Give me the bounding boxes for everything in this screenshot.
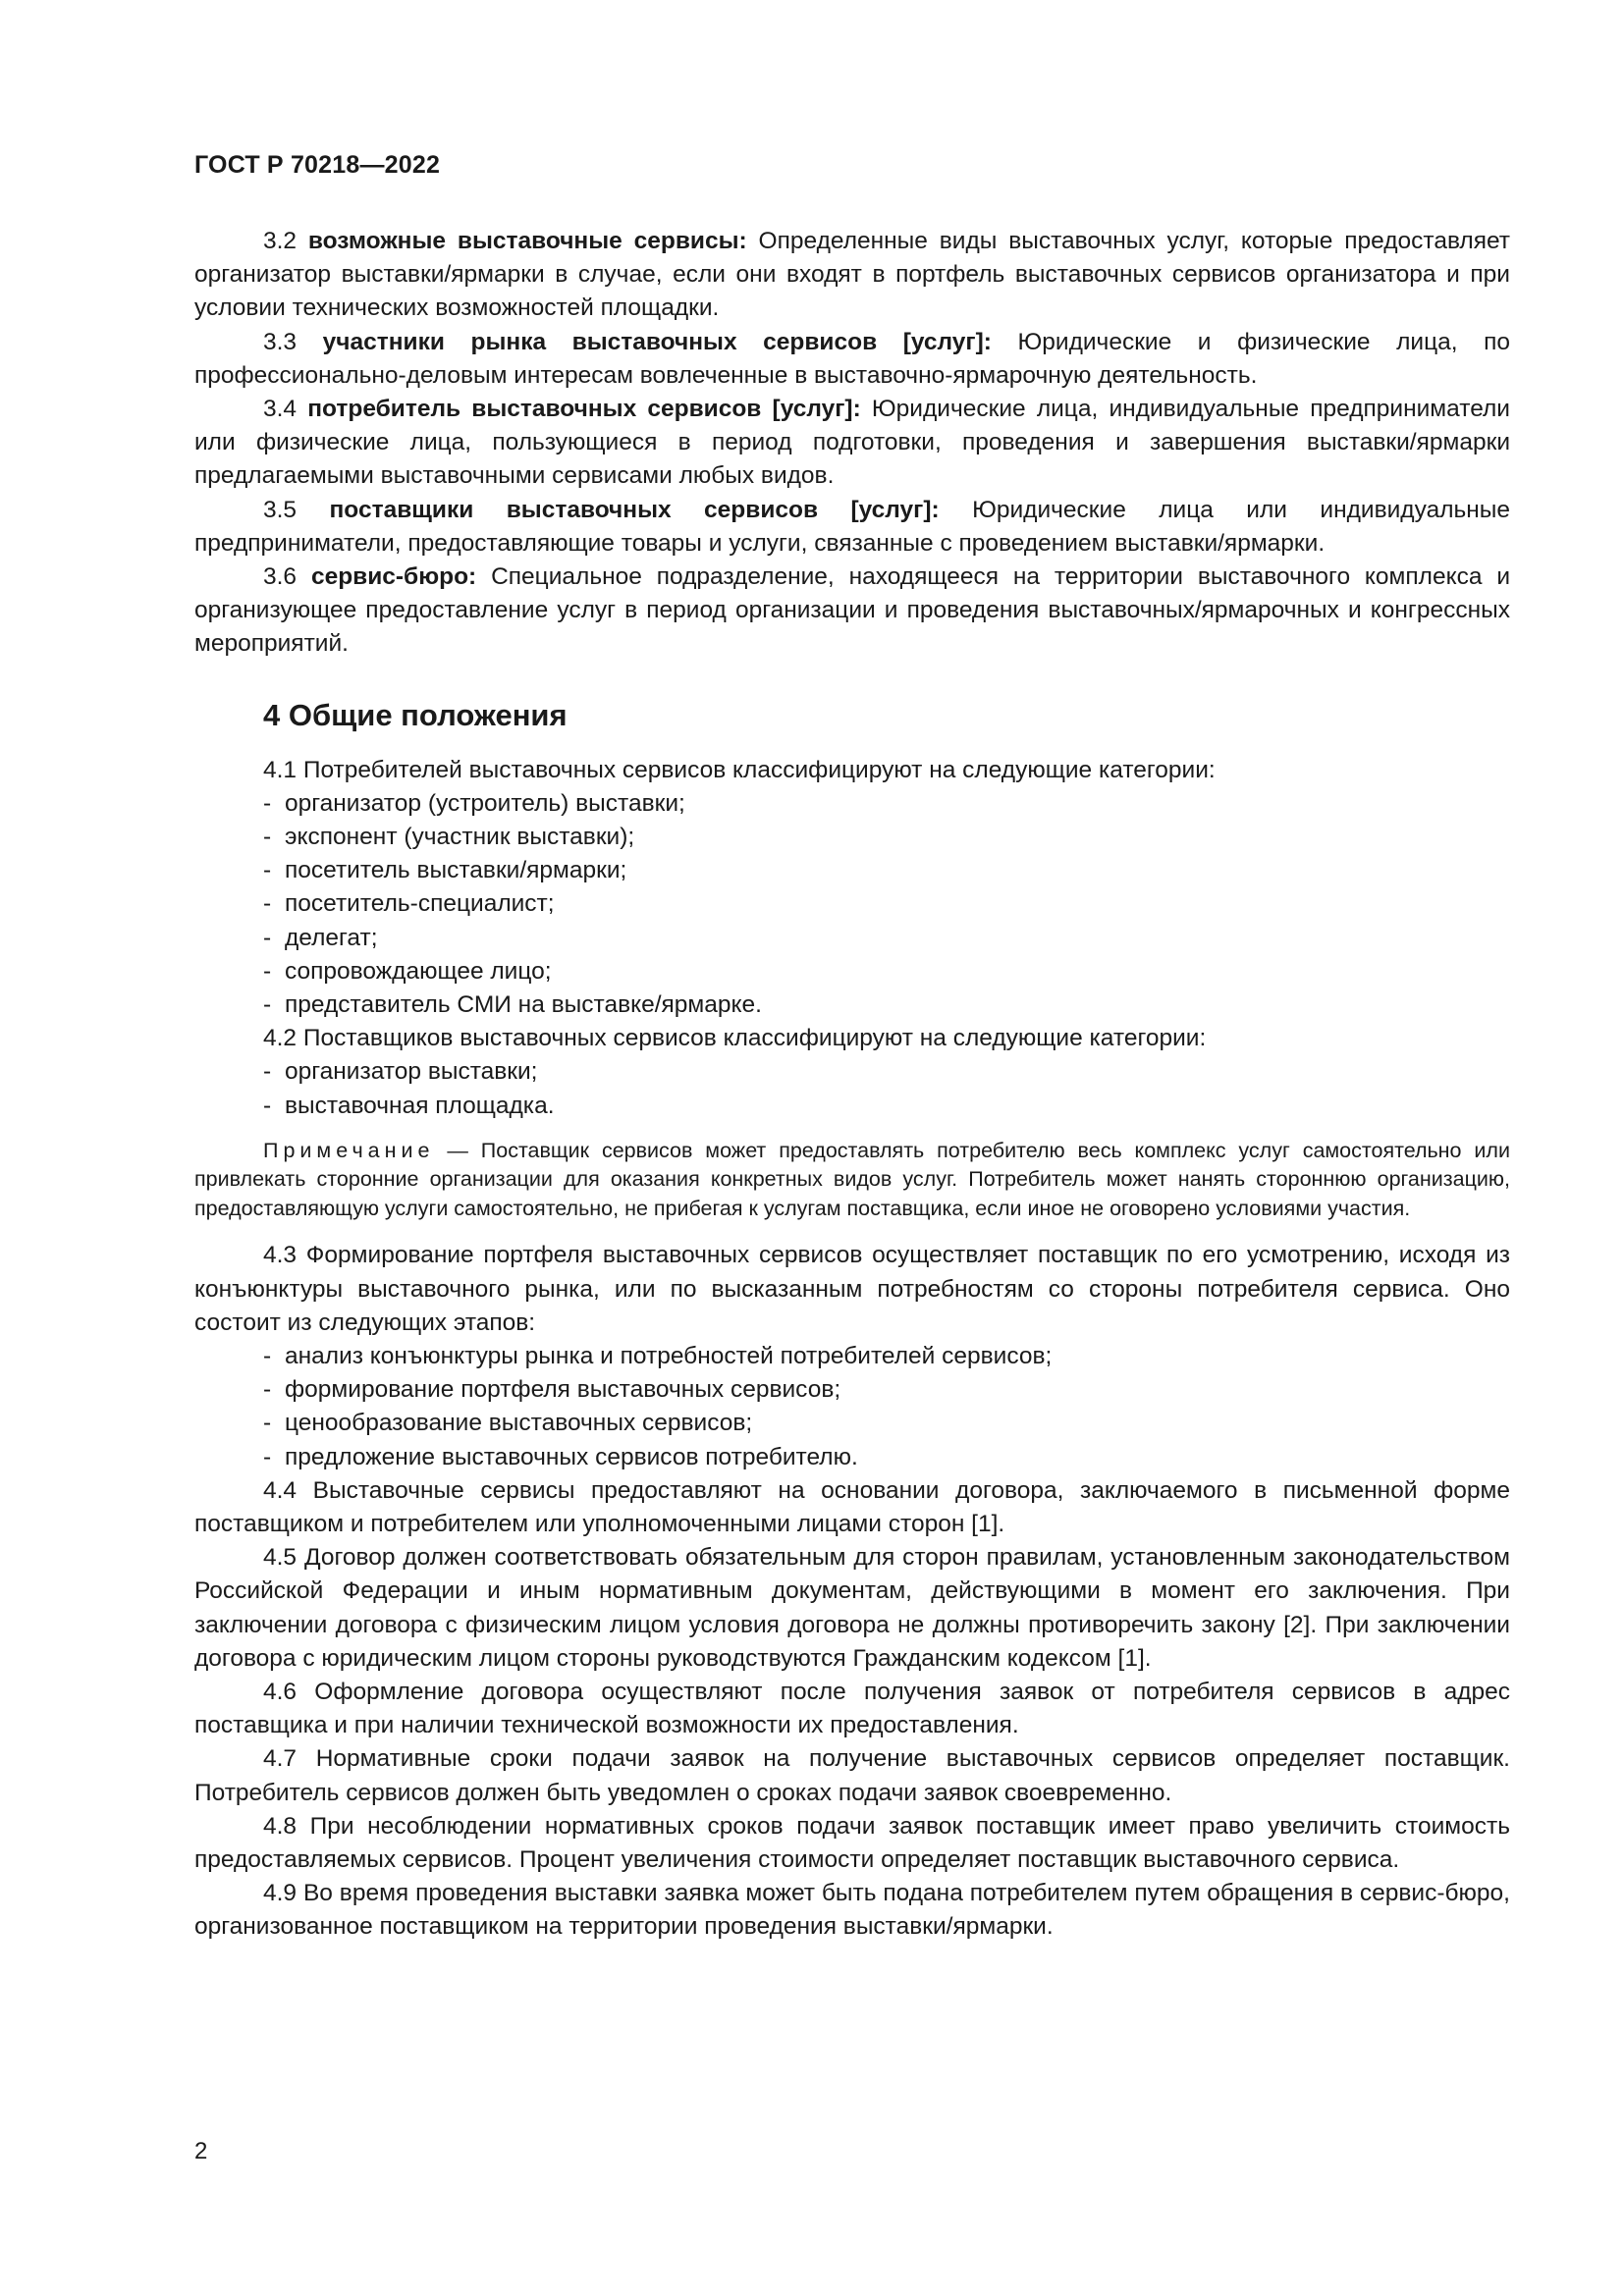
list-item: - организатор выставки; (263, 1058, 538, 1086)
clause-text: Определенные виды выставочных услуг, которые предоставляет организатор выставки/ярмарки в случае, если они входят в портфель выставочных сервисов организатора и при условии технических возможностей площадки. (194, 228, 1511, 322)
list-item: - предложение выставочных сервисов потребителю. (263, 1443, 858, 1470)
clause-4-1: 4.1 Потребителей выставочных сервисов классифицируют на следующие категории: (263, 756, 1216, 783)
clause-term: участники рынка выставочных сервисов [услуг]: (322, 328, 992, 355)
clause-4-8: 4.8 При несоблюдении нормативных сроков подачи заявок поставщик имеет право увеличить стоимость предоставляемых сервисов. Процент увеличения стоимости определяет поставщик выставочного сервиса. (194, 1812, 1510, 1874)
list-item: - экспонент (участник выставки); (263, 824, 635, 851)
list-item: - сопровождающее лицо; (263, 957, 552, 985)
clause-number: 3.6 (263, 563, 298, 591)
clause-3-3 (194, 326, 1510, 393)
portfolio-stages-list (194, 1340, 1510, 1474)
section-heading: 4 Общие положения (263, 697, 568, 732)
clause-text: Юридические и физические лица, по профессионально-деловым интересам вовлеченные в выставочно-ярмарочную деятельность. (194, 328, 1511, 389)
clause-4-7: 4.7 Нормативные сроки подачи заявок на получение выставочных сервисов определяет поставщик. Потребитель сервисов должен быть уведомлен о сроках подачи заявок своевременно. (194, 1745, 1510, 1806)
clause-term: сервис-бюро: (310, 563, 477, 591)
list-item: - организатор (устроитель) выставки; (263, 789, 685, 817)
page-number: 2 (194, 2138, 208, 2164)
list-item: - формирование портфеля выставочных сервисов; (263, 1376, 841, 1404)
clause-number: 3.3 (263, 328, 298, 355)
clause-text: Специальное подразделение, находящееся на территории выставочного комплекса и организующее предоставление услуг в период организации и проведения выставочных/ярмарочных и конгрессных мероприятий. (194, 563, 1511, 658)
list-item: - делегат; (263, 924, 378, 951)
clause-number: 3.2 (263, 228, 298, 254)
clause-text: Юридические лица, индивидуальные предприниматели или физические лица, пользующиеся в период подготовки, проведения и завершения выставки/ярмарки предлагаемыми выставочными сервисами любых видов. (194, 396, 1510, 490)
document-body (194, 225, 1510, 1945)
clause-4-5: 4.5 Договор должен соответствовать обязательным для сторон правилам, установленным законодательством Российской Федерации и иным нормативным документам, действующими в момент его заключения. При заключении договора с физическим лицом условия договора не должны противоречить закону [2]. При заключении договора с юридическим лицом стороны руководствуются Гражданским кодексом [1]. (194, 1544, 1510, 1672)
list-item: - посетитель-специалист; (263, 890, 555, 918)
clause-number: 3.5 (263, 496, 298, 523)
list-item: - представитель СМИ на выставке/ярмарке. (263, 991, 762, 1019)
clause-term: потребитель выставочных сервисов [услуг]: (307, 396, 861, 423)
list-item: - выставочная площадка. (263, 1092, 555, 1119)
clause-4-9: 4.9 Во время проведения выставки заявка может быть подана потребителем путем обращения в сервис-бюро, организованное поставщиком на территории проведения выставки/ярмарки. (194, 1880, 1510, 1941)
consumer-categories-list (194, 787, 1510, 1022)
list-item: - ценообразование выставочных сервисов; (263, 1410, 753, 1437)
clause-3-6 (194, 561, 1510, 662)
clause-3-2 (194, 225, 1510, 326)
clause-text: Юридические лица или индивидуальные предприниматели, предоставляющие товары и услуги, связанные с проведением выставки/ярмарки. (194, 496, 1511, 557)
note (194, 1137, 1510, 1224)
document-code: ГОСТ Р 70218—2022 (194, 151, 441, 179)
clause-4-6: 4.6 Оформление договора осуществляют после получения заявок от потребителя сервисов в адрес поставщика и при наличии технической возможности их предоставления. (194, 1679, 1510, 1739)
note-label: Примечание (263, 1138, 435, 1162)
clause-4-2: 4.2 Поставщиков выставочных сервисов классифицируют на следующие категории: (263, 1025, 1207, 1052)
clause-4-4: 4.4 Выставочные сервисы предоставляют на основании договора, заключаемого в письменной форме поставщиком и потребителем или уполномоченными лицами сторон [1]. (194, 1476, 1510, 1537)
note-text: — Поставщик сервисов может предоставлять потребителю весь комплекс услуг самостоятельно или привлекать сторонние организации для оказания конкретных видов услуг. Потребитель может нанять стороннюю организацию, предоставляющую услуги самостоятельно, не прибегая к услугам поставщика, если иное не оговорено условиями участия. (194, 1138, 1510, 1220)
supplier-categories-list (194, 1055, 1510, 1122)
clause-term: возможные выставочные сервисы: (307, 228, 747, 254)
clause-term: поставщики выставочных сервисов [услуг]: (329, 496, 940, 523)
clause-number: 3.4 (263, 396, 298, 423)
clause-3-5 (194, 494, 1510, 561)
list-item: - посетитель выставки/ярмарки; (263, 857, 627, 884)
list-item: - анализ конъюнктуры рынка и потребностей потребителей сервисов; (263, 1342, 1053, 1369)
clause-3-4 (194, 393, 1510, 494)
clause-4-3: 4.3 Формирование портфеля выставочных сервисов осуществляет поставщик по его усмотрению, исходя из конъюнктуры выставочного рынка, или по высказанным потребностям со стороны потребителя сервиса. Оно состоит из следующих этапов: (194, 1242, 1510, 1336)
